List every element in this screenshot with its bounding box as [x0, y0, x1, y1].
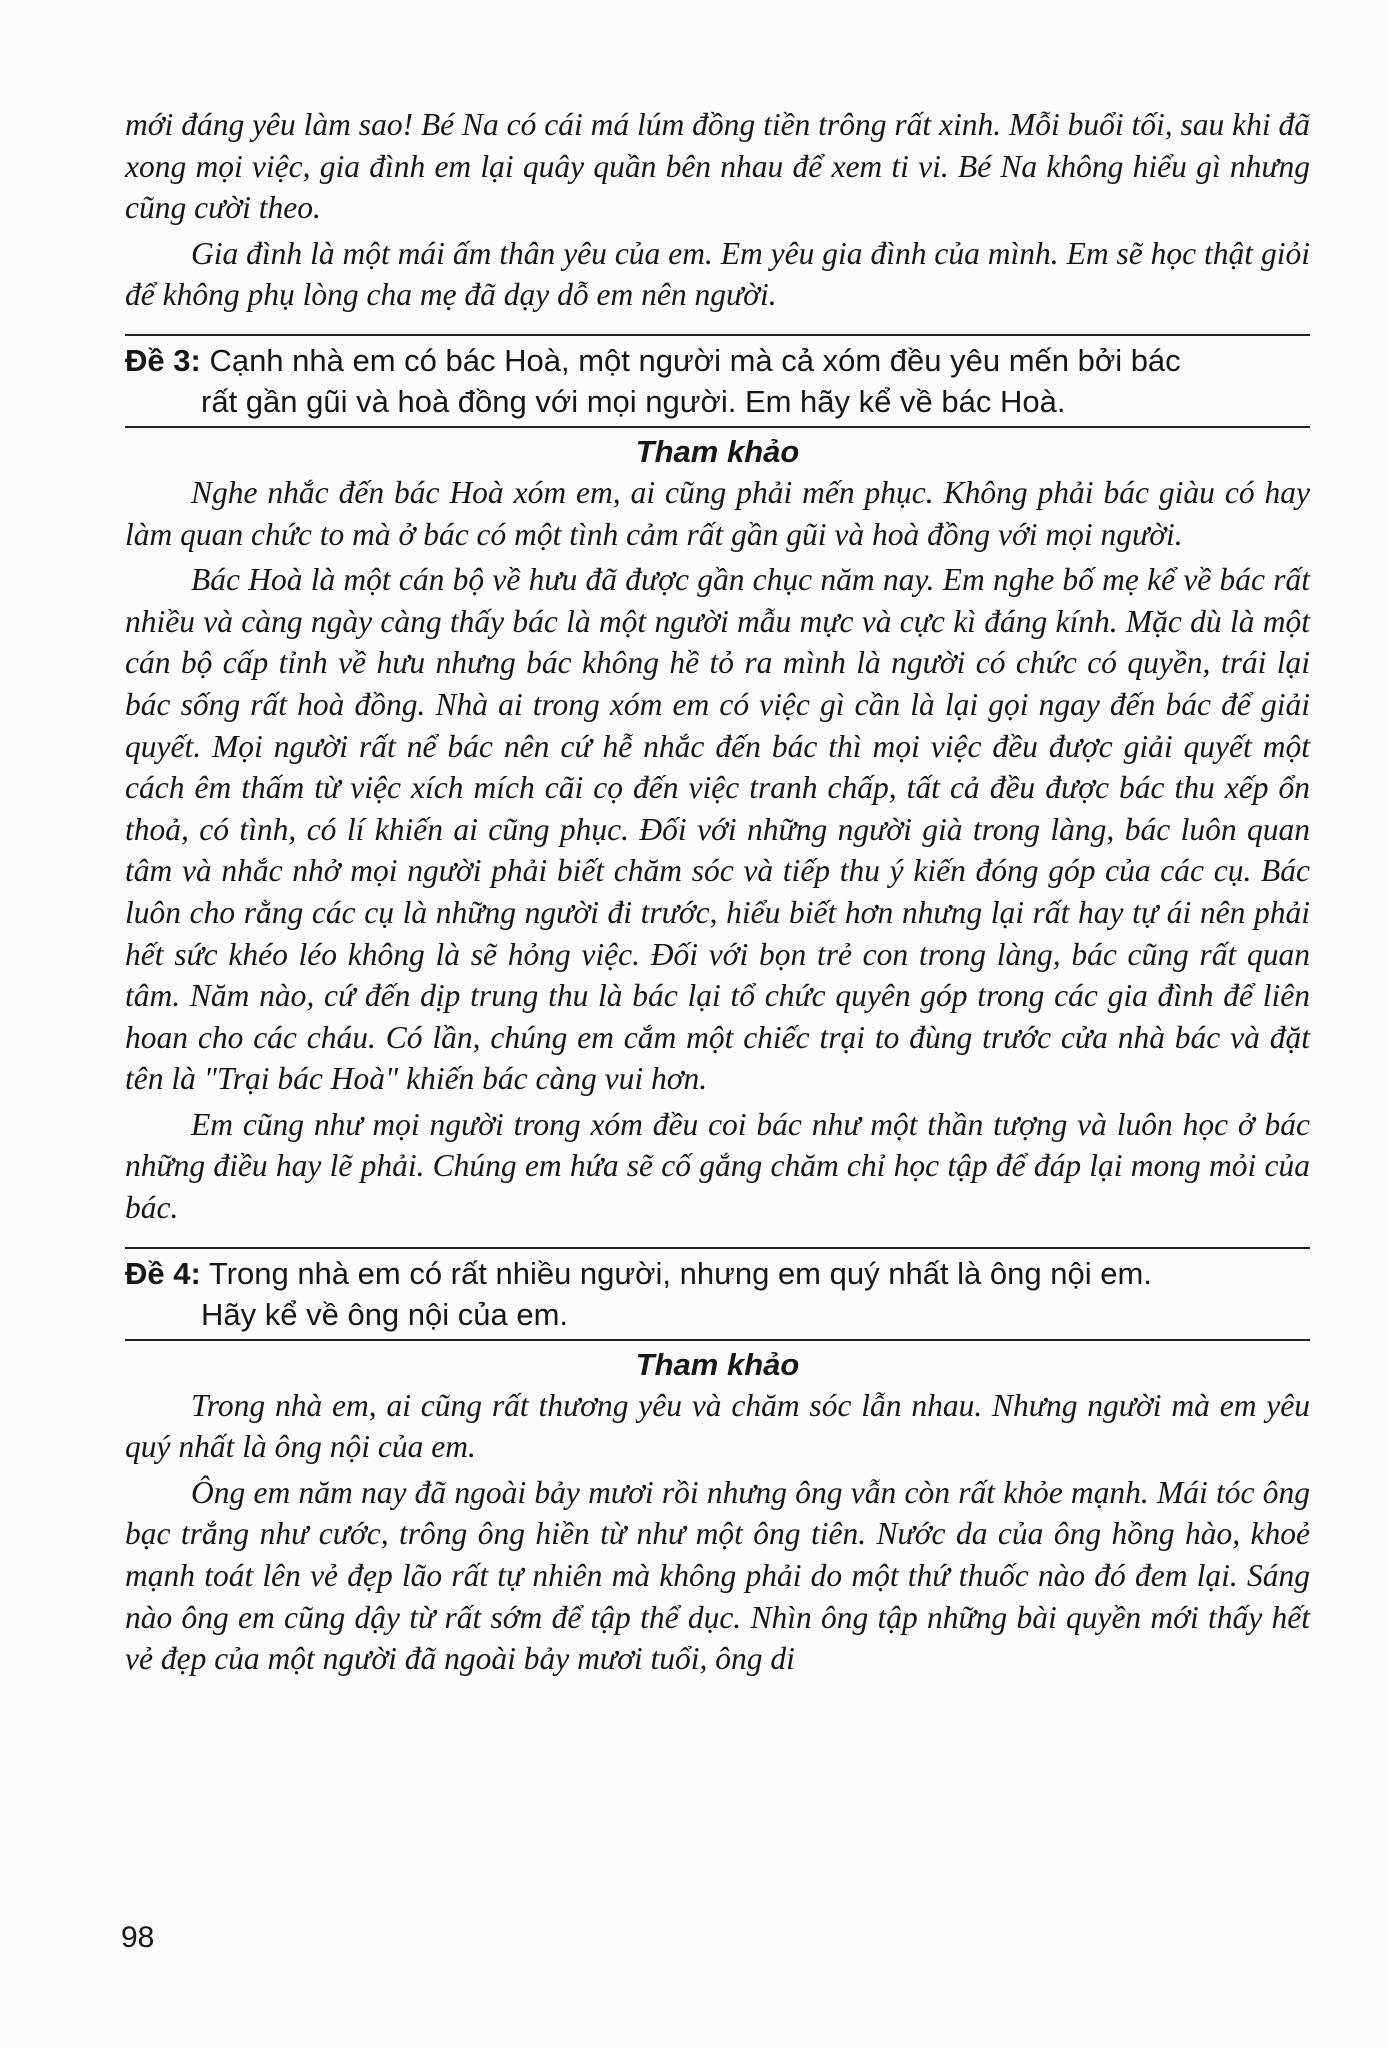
exercise-3-paragraph-3: Em cũng như mọi người trong xóm đều coi bác như một thần tượng và luôn học ở bác những điều hay lẽ phải. Chúng em hứa sẽ cố gắng chăm chỉ học tập để đáp lại mong mỏi của bác. [125, 1106, 1310, 1226]
intro-paragraph-2: Gia đình là một mái ấm thân yêu của em. Em yêu gia đình của mình. Em sẽ học thật giỏi để không phụ lòng cha mẹ đã dạy dỗ em nên người. [125, 235, 1310, 313]
exercise-4-prompt [125, 1249, 1310, 1339]
exercise-4-reference-heading: Tham khảo [635, 1346, 800, 1382]
exercise-4-line-1: Trong nhà em có rất nhiều người, nhưng em quý nhất là ông nội em. [208, 1255, 1152, 1291]
exercise-3-bottom-rule [125, 426, 1310, 428]
page-content [125, 104, 1310, 1684]
exercise-3-paragraph-1: Nghe nhắc đến bác Hoà xóm em, ai cũng phải mến phục. Không phải bác giàu có hay làm quan chức to mà ở bác có một tình cảm rất gần gũi và hoà đồng với mọi người. [125, 474, 1310, 552]
intro-paragraph-1: mới đáng yêu làm sao! Bé Na có cái má lúm đồng tiền trông rất xinh. Mỗi buổi tối, sau khi đã xong mọi việc, gia đình em lại quây quần bên nhau để xem ti vi. Bé Na không hiểu gì nhưng cũng cười theo. [125, 107, 1310, 226]
exercise-3 [125, 334, 1310, 1229]
exercise-4 [125, 1247, 1310, 1680]
exercise-3-paragraph-2: Bác Hoà là một cán bộ về hưu đã được gần chục năm nay. Em nghe bố mẹ kể về bác rất nhiều và càng ngày càng thấy bác là một người mẫu mực và cực kì đáng kính. Mặc dù là một cán bộ cấp tỉnh về hưu nhưng bác không hề tỏ ra mình là người có chức có quyền, trái lại bác sống rất hoà đồng. Nhà ai trong xóm em có việc gì cần là lại gọi ngay đến bác để giải quyết. Mọi người rất nể bác nên cứ hễ nhắc đến bác thì mọi việc đều được giải quyết một cách êm thấm từ việc xích mích cãi cọ đến việc tranh chấp, tất cả đều được bác thu xếp ổn thoả, có tình, có lí khiến ai cũng phục. Đối với những người già trong làng, bác luôn quan tâm và nhắc nhở mọi người phải biết chăm sóc và tiếp thu ý kiến đóng góp của các cụ. Bác luôn cho rằng các cụ là những người đi trước, hiểu biết hơn nhưng lại rất hay tự ái nên phải hết sức khéo léo không là sẽ hỏng việc. Đối với bọn trẻ con trong làng, bác cũng rất quan tâm. Năm nào, cứ đến dịp trung thu là bác lại tổ chức quyên góp trong các gia đình để liên hoan cho các cháu. Có lần, chúng em cắm một chiếc trại to đùng trước cửa nhà bác và đặt tên là "Trại bác Hoà" khiến bác càng vui hơn. [125, 562, 1310, 1097]
exercise-4-paragraph-2: Ông em năm nay đã ngoài bảy mươi rồi nhưng ông vẫn còn rất khỏe mạnh. Mái tóc ông bạc trắng như cước, trông ông hiền từ như một ông tiên. Nước da của ông hồng hào, khoẻ mạnh toát lên vẻ đẹp lão rất tự nhiên mà không phải do một thứ thuốc nào đó đem lại. Sáng nào ông em cũng dậy từ rất sớm để tập thể dục. Nhìn ông tập những bài quyền mới thấy hết vẻ đẹp của một người đã ngoài bảy mươi tuổi, ông di [125, 1474, 1310, 1677]
exercise-4-bottom-rule [125, 1339, 1310, 1341]
exercise-4-paragraph-1: Trong nhà em, ai cũng rất thương yêu và chăm sóc lẫn nhau. Nhưng người mà em yêu quý nhất là ông nội của em. [125, 1387, 1310, 1465]
exercise-4-line-2: Hãy kể về ông nội của em. [201, 1296, 569, 1332]
exercise-3-line-2: rất gần gũi và hoà đồng với mọi người. Em hãy kể về bác Hoà. [201, 383, 1066, 419]
page-number: 98 [121, 1921, 155, 1954]
exercise-3-reference-heading: Tham khảo [635, 433, 800, 469]
exercise-3-label: Đề 3: [125, 342, 201, 378]
exercise-4-label: Đề 4: [125, 1255, 201, 1291]
exercise-3-prompt [125, 336, 1310, 426]
exercise-3-line-1: Cạnh nhà em có bác Hoà, một người mà cả xóm đều yêu mến bởi bác [209, 342, 1181, 378]
